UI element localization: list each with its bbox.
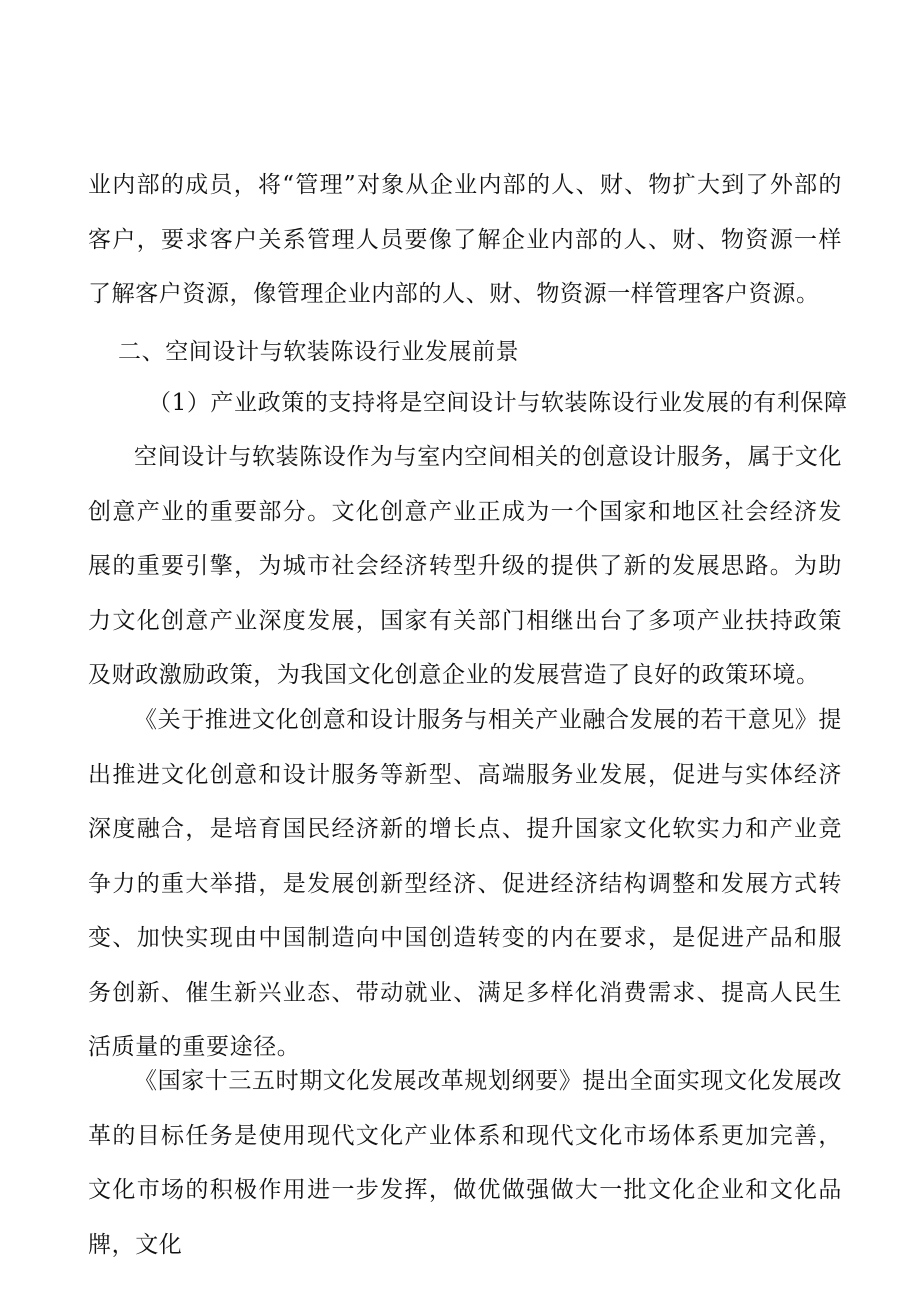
- subsection-heading: （1）产业政策的支持将是空间设计与软装陈设行业发展的有利保障: [148, 390, 848, 416]
- body-paragraph-2: 《关于推进文化创意和设计服务与相关产业融合发展的若干意见》提出推进文化创意和设计服务等新型、高端服务业发展，促进与实体经济深度融合，是培育国民经济新的增长点、提升国家文化软实力和产业竞争力的重大举措，是发展创新型经济、促进经济结构调整和发展方式转变、加快实现由中国制造向中国创造转变的内在要求，是促进产品和服务创新、催生新兴业态、带动就业、满足多样化消费需求、提高人民生活质量的重要途径。: [88, 707, 842, 1060]
- body-paragraph-1: 空间设计与软装陈设作为与室内空间相关的创意设计服务，属于文化创意产业的重要部分。文化创意产业正成为一个国家和地区社会经济发展的重要引擎，为城市社会经济转型升级的提供了新的发展思路。为助力文化创意产业深度发展，国家有关部门相继出台了多项产业扶持政策及财政激励政策，为我国文化创意企业的发展营造了良好的政策环境。: [88, 444, 842, 688]
- continuation-paragraph: 业内部的成员，将“管理”对象从企业内部的人、财、物扩大到了外部的客户，要求客户关系管理人员要像了解企业内部的人、财、物资源一样了解客户资源，像管理企业内部的人、财、物资源一样管理客户资源。: [88, 172, 842, 307]
- body-paragraph-3: 《国家十三五时期文化发展改革规划纲要》提出全面实现文化发展改革的目标任务是使用现代文化产业体系和现代文化市场体系更加完善，文化市场的积极作用进一步发挥，做优做强做大一批文化企业和文化品牌，文化: [88, 1068, 842, 1258]
- section-heading: 二、空间设计与软装陈设行业发展前景: [118, 339, 520, 365]
